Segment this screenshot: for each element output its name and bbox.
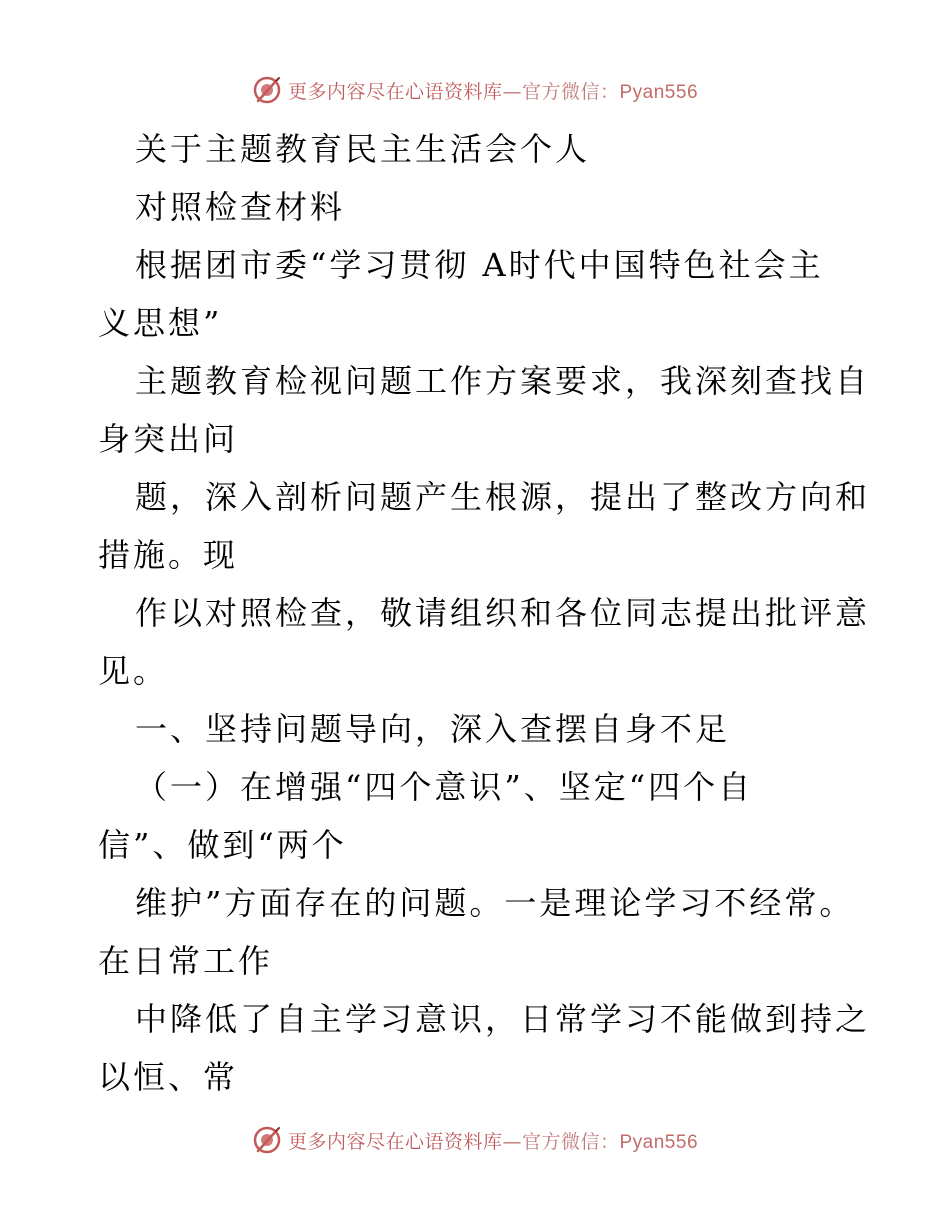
paragraph-line: 身突出问 bbox=[98, 420, 239, 458]
subsection-heading: （一）在增强“四个意识”、坚定“四个自 bbox=[135, 768, 754, 806]
title-line-1: 关于主题教育民主生活会个人 bbox=[135, 130, 591, 168]
section-heading: 一、坚持问题导向，深入查摆自身不足 bbox=[135, 710, 731, 748]
watermark-id: Pyan556 bbox=[619, 81, 699, 103]
paragraph-line: 作以对照检查，敬请组织和各位同志提出批评意 bbox=[135, 594, 871, 632]
watermark-id: Pyan556 bbox=[619, 1131, 699, 1153]
paragraph-line: 信”、做到“两个 bbox=[98, 826, 347, 864]
watermark-text bbox=[288, 1127, 698, 1154]
paragraph-line: 题，深入剖析问题产生根源，提出了整改方向和 bbox=[135, 478, 871, 516]
watermark-text bbox=[288, 77, 698, 104]
paragraph-line: 维护”方面存在的问题。一是理论学习不经常。 bbox=[135, 884, 855, 922]
paragraph-line: 措施。现 bbox=[98, 536, 239, 574]
paragraph-line: 根据团市委“学习贯彻 A时代中国特色社会主 bbox=[135, 246, 824, 284]
pen-logo-icon bbox=[252, 1125, 282, 1155]
footer-watermark bbox=[0, 1120, 950, 1160]
header-watermark bbox=[0, 70, 950, 110]
paragraph-line: 义思想” bbox=[98, 304, 223, 342]
watermark-sep: —官方微信： bbox=[502, 1130, 620, 1153]
document-body bbox=[98, 120, 871, 1106]
paragraph-line: 以恒、常 bbox=[98, 1058, 239, 1096]
title-line-2: 对照检查材料 bbox=[135, 188, 346, 226]
paragraph-line: 在日常工作 bbox=[98, 942, 274, 980]
watermark-sep: —官方微信： bbox=[502, 80, 620, 103]
watermark-main: 更多内容尽在心语资料库 bbox=[287, 80, 503, 103]
paragraph-line: 主题教育检视问题工作方案要求，我深刻查找自 bbox=[135, 362, 871, 400]
pen-logo-icon bbox=[252, 75, 282, 105]
paragraph-line: 见。 bbox=[98, 652, 169, 690]
watermark-main: 更多内容尽在心语资料库 bbox=[287, 1130, 503, 1153]
paragraph-line: 中降低了自主学习意识，日常学习不能做到持之 bbox=[135, 1000, 871, 1038]
